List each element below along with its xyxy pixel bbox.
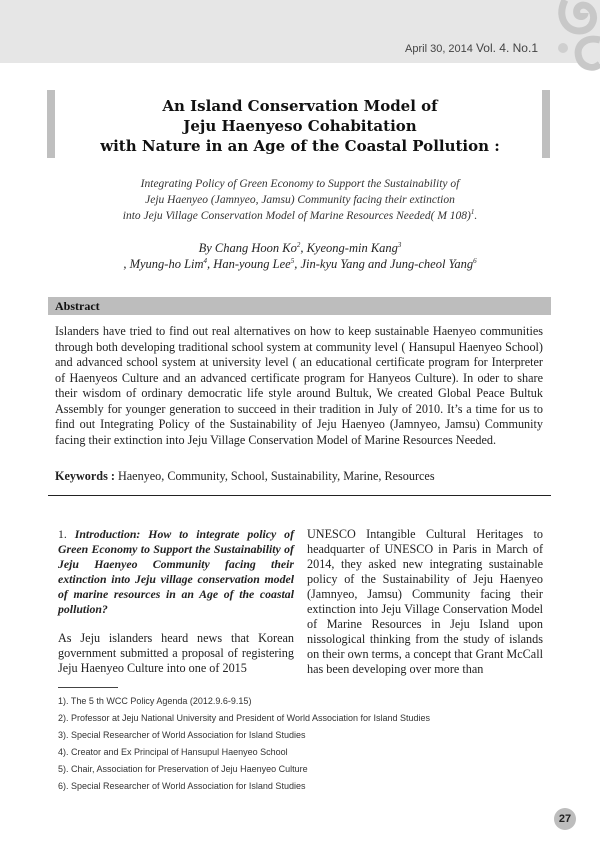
keywords-text: Haenyeo, Community, School, Sustainability, Marine, Resources — [114, 469, 435, 483]
title-line: An Island Conservation Model of — [162, 97, 438, 115]
author-line: , Myung-ho Lim$^4$, Han-young Lee$^5$, Jin-kyu Yang and Jung-cheol Yang$^6$ — [123, 256, 477, 271]
footnote: 2). Professor at Jeju National University and President of World Association for Island Studies — [58, 713, 431, 723]
subtitle-line: Integrating Policy of Green Economy to Support the Sustainability of — [140, 178, 460, 190]
footnote-ref: 1 — [470, 208, 475, 217]
title-line: with Nature in an Age of the Coastal Pollution : — [100, 137, 500, 155]
floral-ornament-icon — [525, 0, 600, 75]
page-number: 27 — [554, 808, 576, 830]
column-left — [58, 527, 294, 676]
section-divider — [48, 495, 551, 496]
footnote: 3). Special Researcher of World Association for Island Studies — [58, 730, 306, 740]
author-list — [60, 240, 540, 272]
paper-title — [60, 96, 540, 156]
footnote: 6). Special Researcher of World Association for Island Studies — [58, 781, 306, 791]
footnote: 1). The 5 th WCC Policy Agenda (2012.9.6-9.15) — [58, 696, 252, 706]
author-line: By Chang Hoon Ko$^2$, Kyeong-min Kang$^3$ — [198, 240, 402, 255]
abstract-heading: Abstract — [48, 297, 551, 315]
subtitle-line: into Jeju Village Conservation Model of Marine Resources Needed( M 108)$^1$. — [122, 208, 478, 222]
footnotes — [58, 696, 430, 798]
paper-subtitle — [60, 176, 540, 224]
body-paragraph: UNESCO Intangible Cultural Heritages to headquarter of UNESCO in Paris in March of 2014, they asked new integrating sustainable policy of the Sustainability of Jeju Haenyeo (Jamnyeo, Jamsu) Community facing their extinction into Jeju Village Conservation Model of Marine Resources in Jeju Island upon nissological thinking from the study of islands on their own terms, a concept that Grant McCall has been developing over more than — [307, 527, 543, 676]
title-bar-right — [542, 90, 550, 158]
body-paragraph: As Jeju islanders heard news that Korean government submitted a proposal of registering Jeju Haenyeo Culture into one of 2015 — [58, 631, 294, 675]
subtitle-line: Jeju Haenyeo (Jamnyeo, Jamsu) Community facing their extinction — [145, 194, 455, 206]
section-heading: 1. Introduction: How to integrate policy of Green Economy to Support the Sustainability of Jeju Haenyeo Community facing their extinction into Jeju village conservation model of marine resources in an Age of the coastal pollution? — [58, 527, 295, 616]
footnote-divider — [58, 687, 118, 688]
keywords-label: Keywords : — [55, 469, 115, 483]
issue-volume: Vol. 4. No.1 — [475, 41, 538, 55]
footnote: 5). Chair, Association for Preservation of Jeju Haenyeo Culture — [58, 764, 308, 774]
issue-date: April 30, 2014 — [405, 43, 476, 55]
issue-info — [405, 41, 538, 55]
keywords — [55, 468, 543, 484]
column-right — [307, 527, 543, 677]
title-bar-left — [47, 90, 55, 158]
footnote: 4). Creator and Ex Principal of Hansupul Haenyeo School — [58, 747, 288, 757]
title-line: Jeju Haenyeso Cohabitation — [183, 117, 417, 135]
abstract-text: Islanders have tried to find out real alternatives on how to keep sustainable Haenyeo communities through both developing traditional school system at community level ( Hansupul Haenyeo School) and advanced school system at university level ( an educational certificate program for Interpreter of Haenyeos Culture and an advanced certificate program for Hanyeos Culture). In oder to share their wisdom of ordinary democratic life style around Bultuk, We created Global Peace Bultuk Assembly for younger generation to succeed in their tradition in July of 2010. It’s a time for us to find out Integrating Policy of the Sustainability of Jeju Haenyeo (Jamnyeo, Jamsu) Community facing their extinction into Jeju Village Conservation Model of Marine Resources Needed. — [55, 324, 543, 447]
